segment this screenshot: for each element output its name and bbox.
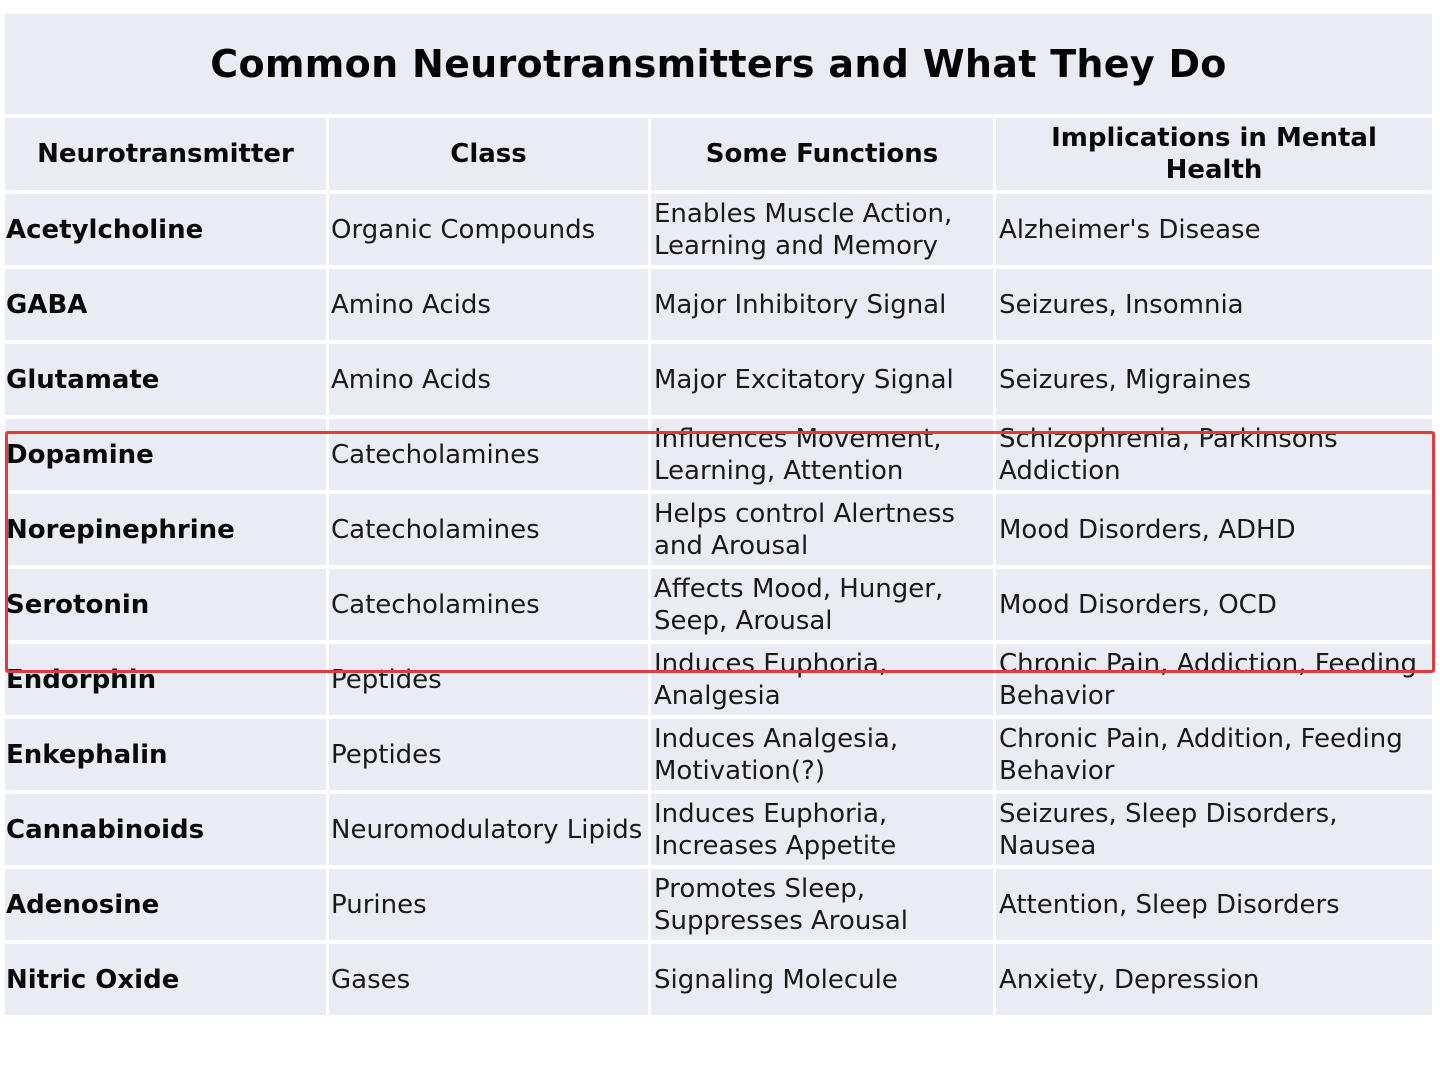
neurotransmitter-table	[5, 118, 1432, 1019]
cell-mental-health: Chronic Pain, Addiction, Feeding Behavior	[996, 644, 1432, 719]
cell-functions: Major Excitatory Signal	[651, 344, 996, 419]
cell-class: Catecholamines	[329, 569, 651, 644]
cell-functions: Induces Analgesia, Motivation(?)	[651, 719, 996, 794]
cell-functions: Signaling Molecule	[651, 944, 996, 1019]
neurotransmitter-slide	[5, 14, 1432, 1066]
cell-class: Gases	[329, 944, 651, 1019]
cell-functions: Promotes Sleep, Suppresses Arousal	[651, 869, 996, 944]
cell-class: Organic Compounds	[329, 194, 651, 269]
cell-class: Purines	[329, 869, 651, 944]
table-row	[5, 194, 1432, 269]
cell-mental-health: Schizophrenia, Parkinsons Addiction	[996, 419, 1432, 494]
cell-mental-health: Anxiety, Depression	[996, 944, 1432, 1019]
table-row	[5, 794, 1432, 869]
cell-neurotransmitter: Serotonin	[5, 569, 329, 644]
cell-functions: Affects Mood, Hunger, Seep, Arousal	[651, 569, 996, 644]
cell-class: Peptides	[329, 644, 651, 719]
cell-class: Catecholamines	[329, 494, 651, 569]
cell-neurotransmitter: Endorphin	[5, 644, 329, 719]
cell-functions: Enables Muscle Action, Learning and Memory	[651, 194, 996, 269]
table-row	[5, 944, 1432, 1019]
table-row	[5, 569, 1432, 644]
table-row	[5, 719, 1432, 794]
cell-mental-health: Seizures, Insomnia	[996, 269, 1432, 344]
cell-mental-health: Seizures, Migraines	[996, 344, 1432, 419]
table-row	[5, 269, 1432, 344]
column-header-class: Class	[329, 118, 651, 194]
cell-neurotransmitter: Glutamate	[5, 344, 329, 419]
title-bar	[5, 14, 1432, 114]
cell-functions: Induces Euphoria, Increases Appetite	[651, 794, 996, 869]
cell-neurotransmitter: Norepinephrine	[5, 494, 329, 569]
cell-mental-health: Chronic Pain, Addition, Feeding Behavior	[996, 719, 1432, 794]
cell-neurotransmitter: Nitric Oxide	[5, 944, 329, 1019]
cell-mental-health: Mood Disorders, ADHD	[996, 494, 1432, 569]
cell-class: Amino Acids	[329, 269, 651, 344]
cell-neurotransmitter: Dopamine	[5, 419, 329, 494]
cell-class: Amino Acids	[329, 344, 651, 419]
cell-class: Neuromodulatory Lipids	[329, 794, 651, 869]
cell-neurotransmitter: Acetylcholine	[5, 194, 329, 269]
cell-functions: Influences Movement, Learning, Attention	[651, 419, 996, 494]
cell-mental-health: Alzheimer's Disease	[996, 194, 1432, 269]
table-row	[5, 419, 1432, 494]
cell-mental-health: Attention, Sleep Disorders	[996, 869, 1432, 944]
column-header-mental-health: Implications in Mental Health	[996, 118, 1432, 194]
cell-class: Catecholamines	[329, 419, 651, 494]
cell-class: Peptides	[329, 719, 651, 794]
table-row	[5, 869, 1432, 944]
table-header-row	[5, 118, 1432, 194]
cell-functions: Induces Euphoria, Analgesia	[651, 644, 996, 719]
cell-mental-health: Mood Disorders, OCD	[996, 569, 1432, 644]
table-row	[5, 644, 1432, 719]
cell-mental-health: Seizures, Sleep Disorders, Nausea	[996, 794, 1432, 869]
cell-neurotransmitter: Enkephalin	[5, 719, 329, 794]
cell-neurotransmitter: Adenosine	[5, 869, 329, 944]
page-title: Common Neurotransmitters and What They Do	[210, 42, 1227, 86]
cell-functions: Major Inhibitory Signal	[651, 269, 996, 344]
cell-neurotransmitter: Cannabinoids	[5, 794, 329, 869]
column-header-neurotransmitter: Neurotransmitter	[5, 118, 329, 194]
table-row	[5, 344, 1432, 419]
column-header-functions: Some Functions	[651, 118, 996, 194]
cell-functions: Helps control Alertness and Arousal	[651, 494, 996, 569]
cell-neurotransmitter: GABA	[5, 269, 329, 344]
table-row	[5, 494, 1432, 569]
